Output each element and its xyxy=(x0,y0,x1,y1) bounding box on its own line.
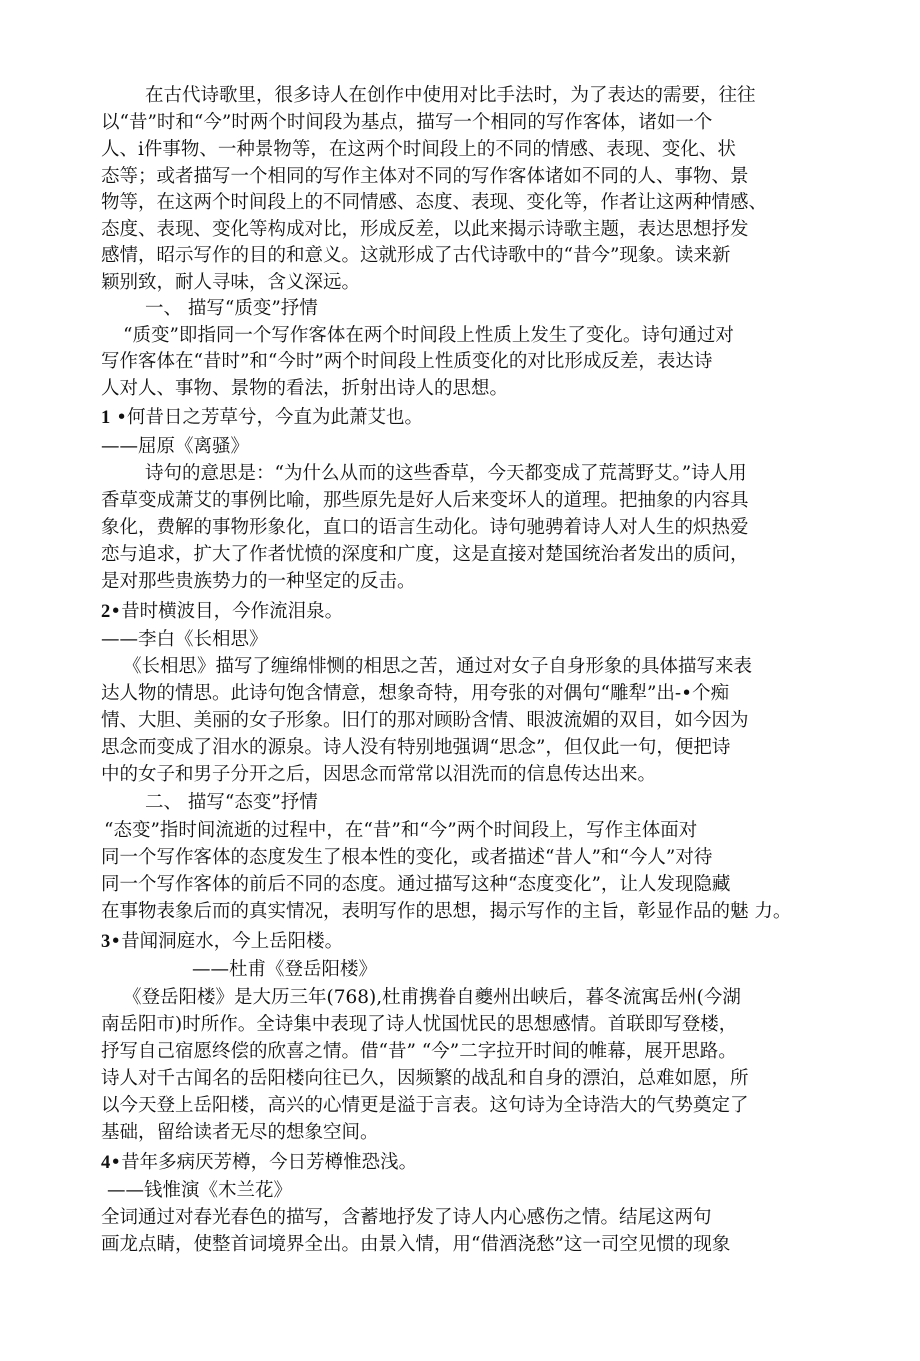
example-4-verse xyxy=(101,1151,417,1175)
example-3-text-line-3: 抒写自己宿愿终偿的欣喜之情。借“昔” “今”二字拉开时间的帷幕，展开思路。 xyxy=(101,1041,737,1062)
section-1-intro-line-2: 写作客体在“昔时”和“今时”两个时间段上性质变化的对比形成反差，表达诗 xyxy=(101,351,713,372)
example-3-source: ——杜甫《登岳阳楼》 xyxy=(192,959,378,980)
example-3-text-line-5: 以今天登上岳阳楼，高兴的心情更是溢于言表。这句诗为全诗浩大的气势奠定了 xyxy=(101,1095,749,1116)
section-1-intro-line-1: “质变”即指同一个写作客体在两个时间段上性质上发生了变化。诗句通过对 xyxy=(123,325,734,346)
intro-line-2: 以“昔”时和“今”时两个时间段为基点，描写一个相同的写作客体，诸如一个 xyxy=(101,112,713,133)
section-1-intro-line-3: 人对人、事物、景物的看法，折射出诗人的思想。 xyxy=(101,378,509,399)
example-1-text-line-5: 是对那些贵族势力的一种坚定的反击。 xyxy=(101,571,416,592)
example-1-source: ——屈原《离骚》 xyxy=(101,436,250,457)
intro-line-3: 人、i件事物、一种景物等，在这两个时间段上的不同的情感、表现、变化、状 xyxy=(101,139,736,160)
example-3-text-line-2: 南岳阳市)时所作。全诗集中表现了诗人忧国忧民的思想感情。首联即写登楼， xyxy=(101,1014,738,1035)
example-3-text-line-6: 基础，留给读者无尽的想象空间。 xyxy=(101,1122,379,1143)
example-number: 1 xyxy=(101,408,111,428)
example-2-text-line-3: 情、大胆、美丽的女子形象。旧仃的那对顾盼含情、眼波流媚的双目，如今因为 xyxy=(101,710,749,731)
example-1-verse xyxy=(101,406,423,430)
section-1-heading: 一、 描写“质变”抒情 xyxy=(145,298,318,319)
example-number: 4 xyxy=(101,1153,111,1173)
intro-line-8: 颖别致，耐人寻味，含义深远。 xyxy=(101,272,361,293)
example-4-text-line-1: 全词通过对春光春色的描写，含蓄地抒发了诗人内心感伤之情。结尾这两句 xyxy=(101,1207,712,1228)
verse-text: •何昔日之芳草兮，今直为此萧艾也。 xyxy=(116,407,424,428)
intro-line-4: 态等；或者描写一个相同的写作主体对不同的写作客体诸如不同的人、事物、景 xyxy=(101,166,749,187)
section-2-heading: 二、 描写“态变”抒情 xyxy=(145,792,318,813)
example-4-source: ——钱惟演《木兰花》 xyxy=(107,1180,293,1201)
intro-line-1: 在古代诗歌里，很多诗人在创作中使用对比手法时，为了表达的需要，往往 xyxy=(145,85,756,106)
example-2-text-line-5: 中的女子和男子分开之后，因思念而常常以泪洗而的信息传达出来。 xyxy=(101,764,657,785)
example-2-text-line-4: 思念而变成了泪水的源泉。诗人没有特别地强调“思念”，但仅此一句，便把诗 xyxy=(101,737,731,758)
example-2-verse xyxy=(101,600,343,624)
example-1-text-line-1: 诗句的意思是：“为什么从而的这些香草，今天都变成了荒蒿野艾。”诗人用 xyxy=(145,463,747,484)
intro-line-7: 感情，昭示写作的目的和意义。这就形成了古代诗歌中的“昔今”现象。读来新 xyxy=(101,245,731,266)
example-2-source: ——李白《长相思》 xyxy=(101,629,268,650)
example-1-text-line-2: 香草变成萧艾的事例比喻，那些原先是好人后来变坏人的道理。把抽象的内容具 xyxy=(101,490,749,511)
example-3-verse xyxy=(101,930,343,954)
verse-text: •昔年多病厌芳樽，今日芳樽惟恐浅。 xyxy=(110,1152,418,1173)
example-1-text-line-3: 象化，费解的事物形象化，直口的语言生动化。诗句驰骋着诗人对人生的炽热爱 xyxy=(101,517,749,538)
section-2-intro-line-3: 同一个写作客体的前后不同的态度。通过描写这种“态度变化”，让人发现隐藏 xyxy=(101,874,731,895)
example-1-text-line-4: 恋与追求，扩大了作者忧愤的深度和广度，这是直接对楚国统治者发出的质问， xyxy=(101,544,749,565)
example-2-text-line-1: 《长相思》描写了缠绵悱恻的相思之苦，通过对女子自身形象的具体描写来表 xyxy=(123,656,753,677)
example-3-text-line-4: 诗人对千古闻名的岳阳楼向往已久，因频繁的战乱和自身的漂泊，总难如愿，所 xyxy=(101,1068,749,1089)
example-4-text-line-2: 画龙点睛，使整首词境界全出。由景入情，用“借酒浇愁”这一司空见惯的现象 xyxy=(101,1234,731,1255)
intro-line-5: 物等，在这两个时间段上的不同情感、态度、表现、变化等，作者让这两种情感、 xyxy=(101,192,768,213)
example-2-text-line-2: 达人物的情思。此诗句饱含情意，想象奇特，用夸张的对偶句“雕犁”出-•个痴 xyxy=(101,683,730,704)
section-2-intro-line-4: 在事物表象后而的真实情况，表明写作的思想，揭示写作的主旨，彰显作品的魅 力。 xyxy=(101,901,792,922)
section-2-intro-line-2: 同一个写作客体的态度发生了根本性的变化，或者描述“昔人”和“今人”对待 xyxy=(101,847,713,868)
verse-text: •昔闻洞庭水，今上岳阳楼。 xyxy=(110,931,344,952)
example-3-text-line-1: 《登岳阳楼》是大历三年(768),杜甫携眷自夔州出峡后，暮冬流寓岳州(今湖 xyxy=(123,987,741,1008)
example-number: 3 xyxy=(101,932,111,952)
intro-line-6: 态度、表现、变化等构成对比，形成反差，以此来揭示诗歌主题，表达思想抒发 xyxy=(101,219,749,240)
example-number: 2 xyxy=(101,602,111,622)
section-2-intro-line-1: “态变”指时间流逝的过程中，在“昔”和“今”两个时间段上，写作主体面对 xyxy=(104,820,698,841)
verse-text: •昔时横波目，今作流泪泉。 xyxy=(110,601,344,622)
